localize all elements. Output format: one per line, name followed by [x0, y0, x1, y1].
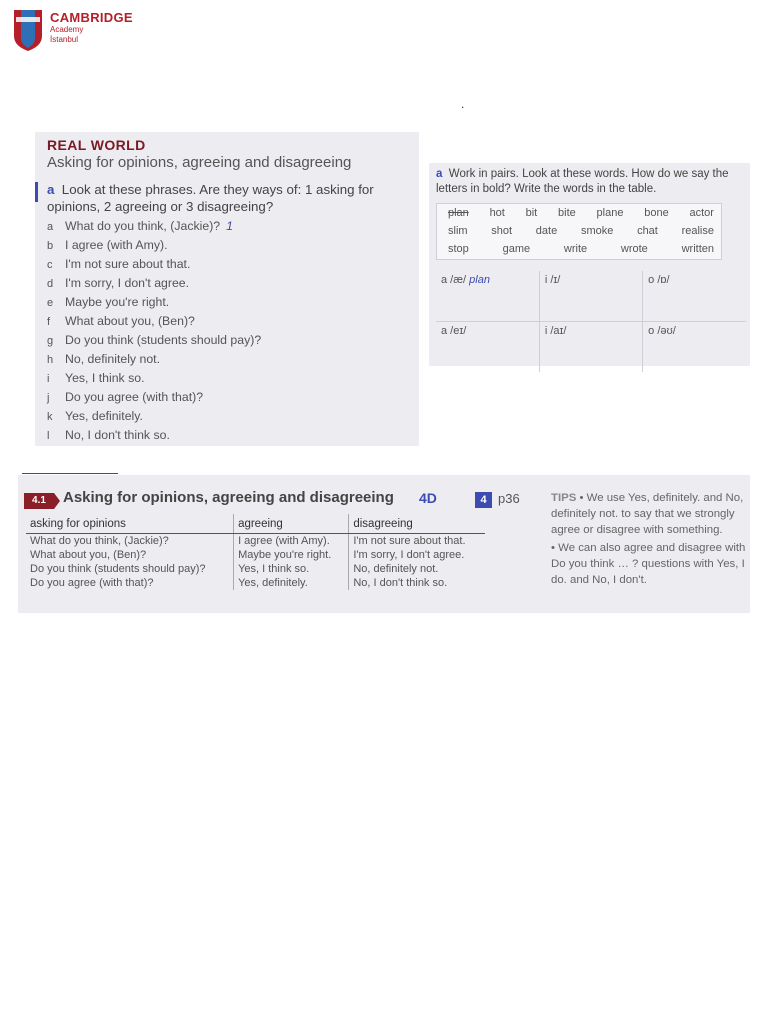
sound-label: i /ɪ/ [544, 274, 561, 286]
tip-1: TIPS • We use Yes, definitely. and No, definitely not. to say that we strongly agree or disagree with something. [551, 492, 744, 536]
item-letter: l [47, 430, 50, 442]
word-box [436, 203, 722, 260]
divider-line [22, 473, 118, 474]
list-item [47, 238, 415, 257]
tip-2-text: We can also agree and disagree with Do you think … ? questions with Yes, I do. and No, I don't. [551, 542, 746, 586]
item-letter: e [47, 297, 54, 309]
word: stop [448, 243, 469, 255]
word: bite [558, 207, 576, 219]
instruction-letter: a [47, 182, 55, 197]
item-text: I agree (with Amy). [65, 238, 168, 252]
real-world-instruction [47, 181, 415, 215]
table-row [26, 548, 485, 562]
word: wrote [620, 243, 648, 255]
list-item [47, 219, 415, 238]
table-header-row [26, 514, 485, 534]
list-item [47, 276, 415, 295]
table-cell: I'm not sure about that. [349, 534, 485, 549]
word: write [563, 243, 588, 255]
item-letter: d [47, 278, 54, 290]
sound-label: o /əʊ/ [648, 325, 676, 337]
summary-table [26, 514, 485, 590]
logo-brand: CAMBRIDGE [50, 10, 133, 25]
item-letter: f [47, 316, 51, 328]
word: shot [491, 225, 513, 237]
word-row [437, 243, 721, 258]
phrase-list [47, 219, 415, 447]
table-row [26, 576, 485, 590]
sound-cell [539, 271, 642, 322]
list-item [47, 257, 415, 276]
tips-box [551, 490, 747, 590]
list-item [47, 314, 415, 333]
item-letter: a [47, 221, 54, 233]
real-world-title: REAL WORLD [47, 137, 146, 153]
sound-cell [539, 322, 642, 373]
table-cell: No, definitely not. [349, 562, 485, 576]
word-row [437, 207, 721, 222]
word: written [681, 243, 714, 255]
column-header: disagreeing [349, 514, 485, 534]
logo-subtitle-1: Academy [50, 25, 84, 34]
word: game [502, 243, 531, 255]
item-letter: j [47, 392, 50, 404]
tip-1-text: We use Yes, definitely. and No, definitely not. to say that we strongly agree or disagree with something. [551, 492, 744, 536]
word: plane [596, 207, 624, 219]
instruction-text: Look at these phrases. Are they ways of: 1 asking for opinions, 2 agreeing or 3 disagreeing? [47, 182, 374, 214]
word: actor [689, 207, 714, 219]
table-cell: Yes, definitely. [234, 576, 349, 590]
unit-box: 4 [475, 492, 492, 508]
table-cell: What about you, (Ben)? [30, 549, 147, 561]
table-cell: What do you think, (Jackie)? [30, 535, 169, 547]
sound-cell [436, 271, 539, 322]
item-text: I'm not sure about that. [65, 257, 191, 271]
word: bone [644, 207, 669, 219]
word: hot [489, 207, 505, 219]
tips-label: TIPS [551, 492, 577, 504]
word: realise [681, 225, 714, 237]
item-text: I'm sorry, I don't agree. [65, 276, 190, 290]
logo-subtitle-2: İstanbul [50, 35, 79, 44]
sound-label: i /aɪ/ [544, 325, 567, 337]
list-item [47, 295, 415, 314]
item-letter: b [47, 240, 54, 252]
table-row [26, 534, 485, 549]
stray-mark: . [461, 97, 465, 111]
real-world-subtitle: Asking for opinions, agreeing and disagreeing [47, 154, 352, 171]
column-header: asking for opinions [26, 514, 234, 534]
cambridge-logo [12, 8, 142, 54]
tip-2: • We can also agree and disagree with Do you think … ? questions with Yes, I do. and No, I don't. [551, 542, 746, 586]
word: smoke [580, 225, 614, 237]
section-badge: 4.1 [24, 493, 54, 509]
list-item [47, 390, 415, 409]
word: slim [448, 225, 468, 237]
item-text: Maybe you're right. [65, 295, 170, 309]
item-text: No, definitely not. [65, 352, 161, 366]
table-cell: Yes, I think so. [234, 562, 349, 576]
badge-arrow-icon [54, 493, 60, 509]
item-text: Do you think (students should pay)? [65, 333, 262, 347]
list-item [47, 409, 415, 428]
item-letter: h [47, 354, 54, 366]
table-cell: Do you agree (with that)? [30, 577, 154, 589]
table-row [436, 271, 746, 322]
unit-label: 4D [419, 490, 437, 506]
sound-cell [643, 271, 746, 322]
list-item [47, 428, 415, 447]
shield-logo-icon [12, 8, 44, 52]
item-text: No, I don't think so. [65, 428, 170, 442]
item-text: Do you agree (with that)? [65, 390, 204, 404]
item-text: What do you think, (Jackie)? [65, 219, 221, 233]
column-header: agreeing [234, 514, 349, 534]
list-item [47, 371, 415, 390]
item-text: What about you, (Ben)? [65, 314, 195, 328]
item-text: Yes, I think so. [65, 371, 145, 385]
item-letter: i [47, 373, 50, 385]
table-row [436, 322, 746, 373]
pronunciation-instruction [436, 167, 746, 197]
table-cell: I agree (with Amy). [234, 534, 349, 549]
word: plan [448, 207, 469, 219]
pronunciation-panel [429, 163, 750, 366]
accent-bar [35, 182, 38, 202]
word: bit [525, 207, 538, 219]
instruction-letter: a [436, 168, 443, 180]
real-world-panel [35, 132, 419, 446]
list-item [47, 352, 415, 371]
table-cell: I'm sorry, I don't agree. [349, 548, 485, 562]
sound-table [436, 271, 746, 372]
item-answer: 1 [226, 219, 233, 233]
summary-heading: Asking for opinions, agreeing and disagreeing [63, 489, 394, 506]
table-row [26, 562, 485, 576]
item-letter: g [47, 335, 54, 347]
table-cell: Do you think (students should pay)? [30, 563, 206, 575]
item-text: Yes, definitely. [65, 409, 143, 423]
instruction-text: Work in pairs. Look at these words. How do we say the letters in bold? Write the words in the table. [436, 168, 729, 195]
sound-label: a /æ/ [441, 274, 467, 286]
table-cell: No, I don't think so. [349, 576, 485, 590]
item-letter: c [47, 259, 53, 271]
word-row [437, 225, 721, 240]
sound-cell [643, 322, 746, 373]
sound-cell [436, 322, 539, 373]
example-word: plan [469, 274, 490, 286]
word: chat [637, 225, 658, 237]
page-reference: p36 [498, 491, 520, 506]
sound-label: a /eɪ/ [441, 325, 467, 337]
sound-label: o /ɒ/ [648, 274, 670, 286]
word: date [535, 225, 558, 237]
list-item [47, 333, 415, 352]
language-summary-panel [18, 475, 750, 613]
table-cell: Maybe you're right. [234, 548, 349, 562]
item-letter: k [47, 411, 53, 423]
